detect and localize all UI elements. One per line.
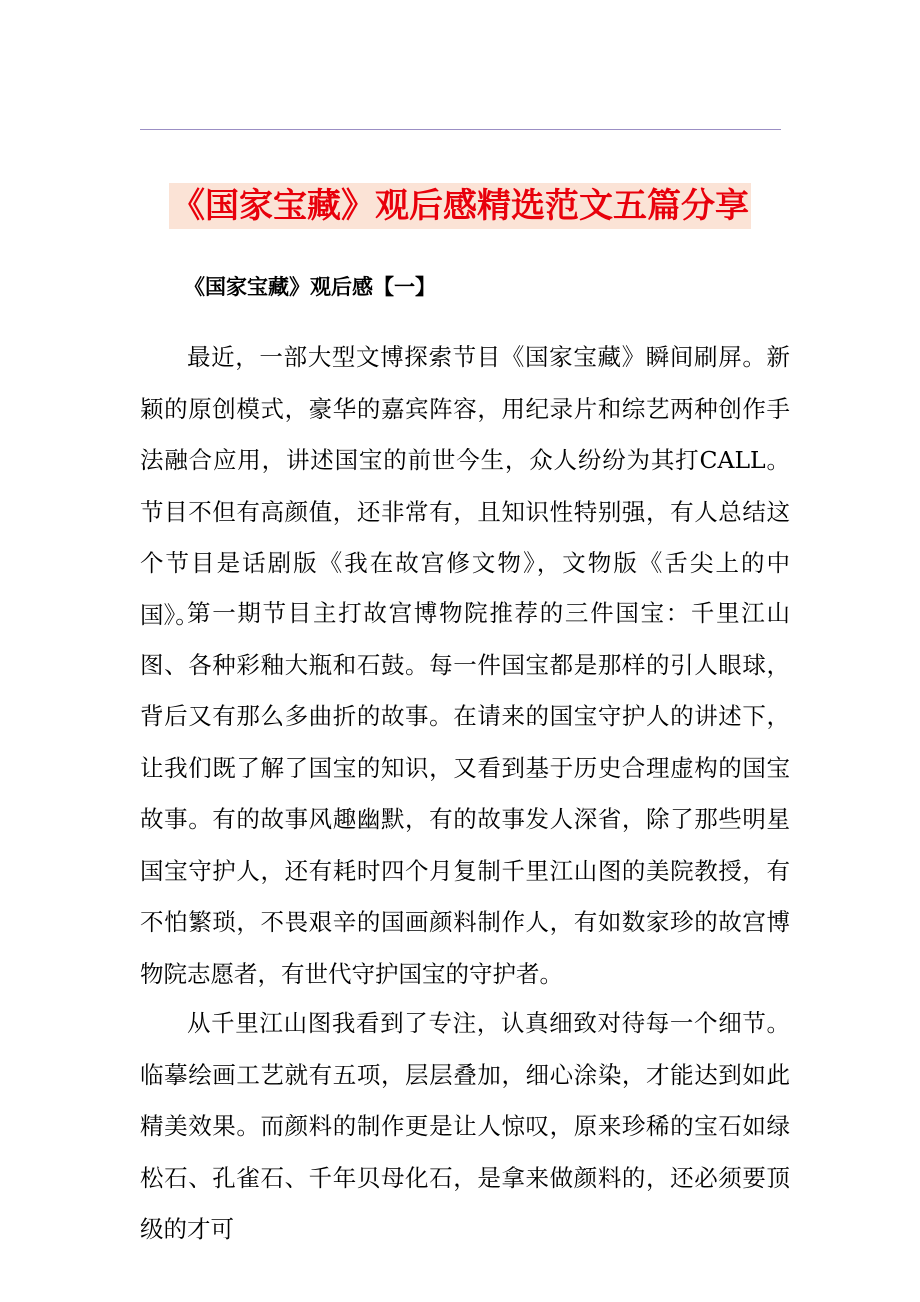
section-heading: 《国家宝藏》观后感【一】 [184, 274, 436, 299]
paragraph-3: 从千里江山图我看到了专注，认真细致对待每一个细节。临摹绘画工艺就有五项，层层叠加，细心涂染，才能达到如此精美效果。而颜料的制作更是让人惊叹，原来珍稀的宝石如绿松石、孔雀石、千年贝母化石，是拿来做颜料的，还必须要顶级的才可 [140, 1009, 790, 1243]
paragraph-1: 最近，一部大型文博探索节目《国家宝藏》瞬间刷屏。新颖的原创模式，豪华的嘉宾阵容，用纪录片和综艺两种创作手法融合应用，讲述国宝的前世今生，众人纷纷为其打CALL。节目不但有高颜值，还非常有，且知识性特别强，有人总结这个节目是话剧版《我在故宫修文物》，文物版《舌尖上的中国》。 [140, 343, 790, 629]
paragraph-2: 第一期节目主打故宫博物院推荐的三件国宝：千里江山图、各种彩釉大瓶和石鼓。每一件国宝都是那样的引人眼球，背后又有那么多曲折的故事。在请来的国宝守护人的讲述下，让我们既了解了国宝的知识，又看到基于历史合理虚构的国宝故事。有的故事风趣幽默，有的故事发人深省，除了那些明星国宝守护人，还有耗时四个月复制千里江山图的美院教授，有不怕繁琐，不畏艰辛的国画颜料制作人，有如数家珍的故宫博物院志愿者，有世代守护国宝的守护者。 [140, 599, 790, 988]
header-divider [140, 129, 781, 130]
title-container [0, 160, 920, 252]
document-title: 《国家宝藏》观后感精选范文五篇分享 [169, 183, 751, 229]
